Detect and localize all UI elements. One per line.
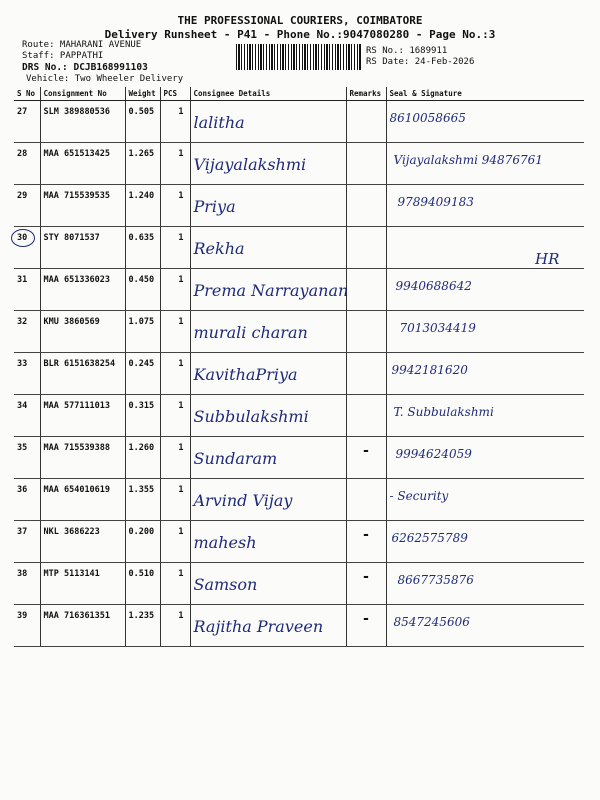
cell-consignment: MAA 651336023: [40, 269, 125, 311]
col-pcs-header: PCS: [160, 87, 190, 101]
cell-consignee: [190, 101, 346, 143]
cell-sno: 32: [14, 311, 40, 353]
cell-pcs: 1: [160, 227, 190, 269]
rs-date: RS Date: 24-Feb-2026: [366, 57, 475, 67]
handwritten-signature: Vijayalakshmi 94876761: [393, 153, 543, 167]
cell-consignee: [190, 521, 346, 563]
col-consignment-header: Consignment No: [40, 87, 125, 101]
cell-remarks: -: [346, 437, 386, 479]
cell-weight: 1.240: [125, 185, 160, 227]
cell-pcs: 1: [160, 395, 190, 437]
cell-pcs: 1: [160, 353, 190, 395]
cell-signature: [386, 479, 584, 521]
cell-remarks: [346, 227, 386, 269]
cell-consignment: KMU 3860569: [40, 311, 125, 353]
cell-remarks: [346, 311, 386, 353]
handwritten-name: murali charan: [193, 323, 308, 342]
handwritten-signature: 7013034419: [399, 321, 476, 335]
cell-sno: 27: [14, 101, 40, 143]
cell-consignee: [190, 437, 346, 479]
handwritten-name: KavithaPriya: [193, 365, 298, 384]
cell-pcs: 1: [160, 311, 190, 353]
drs-number: DRS No.: DCJB168991103: [22, 62, 148, 73]
table-row: [14, 311, 584, 353]
cell-signature: [386, 269, 584, 311]
table-row: [14, 437, 584, 479]
cell-consignee: [190, 143, 346, 185]
handwritten-signature: 6262575789: [391, 531, 468, 545]
cell-pcs: 1: [160, 521, 190, 563]
table-row: [14, 395, 584, 437]
table-row: [14, 227, 584, 269]
cell-signature: [386, 395, 584, 437]
cell-sno: 38: [14, 563, 40, 605]
cell-remarks: -: [346, 521, 386, 563]
col-consignee-header: Consignee Details: [190, 87, 346, 101]
cell-remarks: [346, 143, 386, 185]
cell-pcs: 1: [160, 269, 190, 311]
cell-weight: 0.505: [125, 101, 160, 143]
cell-signature: [386, 437, 584, 479]
handwritten-signature: 9940688642: [395, 279, 472, 293]
col-sno-header: S No: [14, 87, 40, 101]
handwritten-signature: T. Subbulakshmi: [393, 405, 494, 419]
cell-consignee: [190, 353, 346, 395]
cell-sno: 31: [14, 269, 40, 311]
cell-signature: [386, 353, 584, 395]
cell-consignment: MAA 716361351: [40, 605, 125, 647]
cell-consignment: MAA 654010619: [40, 479, 125, 521]
cell-pcs: 1: [160, 437, 190, 479]
cell-signature: [386, 605, 584, 647]
cell-sno: 39: [14, 605, 40, 647]
col-remarks-header: Remarks: [346, 87, 386, 101]
table-row: [14, 563, 584, 605]
cell-sno: 36: [14, 479, 40, 521]
hr-annotation: HR: [535, 250, 560, 268]
cell-signature: [386, 185, 584, 227]
cell-signature: [386, 311, 584, 353]
cell-sno: 29: [14, 185, 40, 227]
handwritten-signature: 9789409183: [397, 195, 474, 209]
cell-pcs: 1: [160, 143, 190, 185]
cell-remarks: [346, 101, 386, 143]
handwritten-name: Arvind Vijay: [193, 491, 293, 510]
circle-mark: [11, 229, 35, 247]
cell-weight: 0.635: [125, 227, 160, 269]
cell-remarks: [346, 269, 386, 311]
cell-consignment: MAA 715539388: [40, 437, 125, 479]
cell-sno: 30: [14, 227, 40, 269]
cell-consignee: [190, 563, 346, 605]
cell-remarks: [346, 395, 386, 437]
handwritten-signature: 8667735876: [397, 573, 474, 587]
table-row: [14, 185, 584, 227]
cell-weight: 0.315: [125, 395, 160, 437]
barcode-image: [236, 44, 362, 70]
company-title: THE PROFESSIONAL COURIERS, COIMBATORE: [177, 14, 423, 27]
cell-consignment: SLM 389880536: [40, 101, 125, 143]
cell-consignee: [190, 185, 346, 227]
cell-weight: 0.450: [125, 269, 160, 311]
table-row: [14, 143, 584, 185]
cell-weight: 1.235: [125, 605, 160, 647]
cell-sno: 35: [14, 437, 40, 479]
cell-weight: 0.200: [125, 521, 160, 563]
cell-pcs: 1: [160, 101, 190, 143]
cell-consignment: MAA 577111013: [40, 395, 125, 437]
cell-consignee: [190, 269, 349, 311]
handwritten-signature: 8610058665: [389, 111, 466, 125]
cell-pcs: 1: [160, 185, 190, 227]
cell-weight: 0.245: [125, 353, 160, 395]
cell-signature: [386, 101, 584, 143]
cell-consignment: MAA 715539535: [40, 185, 125, 227]
cell-signature: [386, 521, 584, 563]
table-row: [14, 101, 584, 143]
cell-weight: 0.510: [125, 563, 160, 605]
handwritten-name: Vijayalakshmi: [193, 155, 307, 174]
cell-weight: 1.355: [125, 479, 160, 521]
runsheet-table: [14, 87, 584, 647]
cell-consignee: [190, 395, 346, 437]
cell-weight: 1.260: [125, 437, 160, 479]
handwritten-name: mahesh: [193, 533, 257, 552]
handwritten-name: Rajitha Praveen: [193, 617, 324, 636]
handwritten-name: Samson: [193, 575, 258, 594]
table-row: [14, 353, 584, 395]
handwritten-signature: 8547245606: [393, 615, 470, 629]
cell-consignee: [190, 479, 346, 521]
cell-weight: 1.075: [125, 311, 160, 353]
rs-number: RS No.: 1689911: [366, 46, 448, 56]
cell-sno: 37: [14, 521, 40, 563]
cell-sno: 33: [14, 353, 40, 395]
cell-consignee: [190, 605, 346, 647]
cell-pcs: 1: [160, 605, 190, 647]
table-row: [14, 269, 584, 311]
cell-sno: 28: [14, 143, 40, 185]
table-row: [14, 605, 584, 647]
handwritten-name: Rekha: [193, 239, 245, 258]
handwritten-name: lalitha: [193, 113, 245, 132]
col-signature-header: Seal & Signature: [386, 87, 584, 101]
cell-signature: [386, 143, 584, 185]
staff-label: Staff: PAPPATHI: [22, 51, 104, 61]
col-weight-header: Weight: [125, 87, 160, 101]
cell-sno: 34: [14, 395, 40, 437]
cell-remarks: [346, 353, 386, 395]
handwritten-signature: - Security: [389, 489, 449, 503]
cell-remarks: -: [346, 563, 386, 605]
handwritten-signature: 9942181620: [391, 363, 468, 377]
cell-consignee: [190, 227, 346, 269]
cell-consignee: [190, 311, 346, 353]
cell-consignment: MTP 5113141: [40, 563, 125, 605]
cell-remarks: [346, 479, 386, 521]
handwritten-name: Subbulakshmi: [193, 407, 309, 426]
cell-pcs: 1: [160, 563, 190, 605]
cell-pcs: 1: [160, 479, 190, 521]
vehicle-label: Vehicle: Two Wheeler Delivery: [26, 74, 184, 84]
handwritten-signature: 9994624059: [395, 447, 472, 461]
table-row: [14, 479, 584, 521]
table-header-row: [14, 87, 584, 101]
cell-weight: 1.265: [125, 143, 160, 185]
route-label: Route: MAHARANI AVENUE: [22, 40, 142, 50]
cell-consignment: STY 8071537: [40, 227, 125, 269]
runsheet-subtitle: Delivery Runsheet - P41 - Phone No.:9047080280 - Page No.:3: [104, 28, 496, 41]
cell-remarks: -: [346, 605, 386, 647]
cell-consignment: BLR 6151638254: [40, 353, 125, 395]
handwritten-name: Priya: [193, 197, 236, 216]
cell-consignment: NKL 3686223: [40, 521, 125, 563]
cell-remarks: [346, 185, 386, 227]
cell-signature: [386, 563, 584, 605]
handwritten-name: Sundaram: [193, 449, 278, 468]
handwritten-name: Prema Narrayanan: [193, 281, 349, 300]
cell-consignment: MAA 651513425: [40, 143, 125, 185]
table-row: [14, 521, 584, 563]
